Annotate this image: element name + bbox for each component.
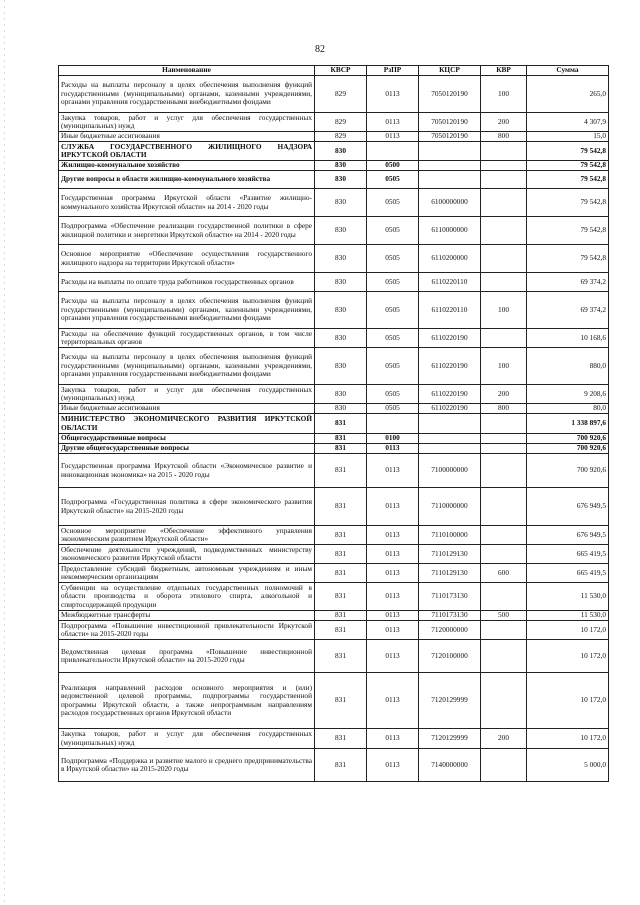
cell-kvr [481,189,527,217]
header-kcsr: КЦСР [419,66,481,76]
cell-rzpr: 0113 [367,444,419,454]
cell-name: Общегосударственные вопросы [59,434,315,444]
cell-name: Закупка товаров, работ и услуг для обеспечения государственных (муниципальных) нужд [59,113,315,132]
cell-name: Расходы на обеспечение функций государственных органов, в том числе территориальных органов [59,329,315,348]
cell-sum: 676 949,5 [527,526,609,545]
cell-kvsr: 831 [315,454,367,488]
cell-rzpr: 0505 [367,385,419,404]
cell-kvr [481,640,527,673]
cell-kvr [481,217,527,245]
cell-kvsr: 830 [315,189,367,217]
cell-name: Подпрограмма «Государственная политика в сфере экономического развития Иркутской области» на 2015-2020 годы [59,488,315,526]
cell-rzpr: 0113 [367,113,419,132]
cell-kvr: 200 [481,113,527,132]
cell-rzpr: 0113 [367,545,419,564]
cell-kcsr [419,171,481,189]
cell-name: СЛУЖБА ГОСУДАРСТВЕННОГО ЖИЛИЩНОГО НАДЗОРА ИРКУТСКОЙ ОБЛАСТИ [59,142,315,161]
cell-kcsr: 7100000000 [419,454,481,488]
cell-kcsr: 6110220110 [419,273,481,292]
table-row [59,245,609,273]
cell-kvr [481,161,527,171]
cell-name: Основное мероприятие «Обеспечение эффективного управления экономическим развитием Иркутской области» [59,526,315,545]
table-row [59,564,609,583]
cell-name: Реализация направлений расходов основного мероприятия и (или) ведомственной целевой программы, подпрограммы государственной программы Иркутской области, а также непрограммным направлениям расходов государственных органов Иркутской области [59,673,315,729]
cell-sum: 11 530,0 [527,583,609,611]
cell-kvsr: 831 [315,621,367,640]
cell-kvr [481,414,527,434]
cell-sum: 79 542,8 [527,245,609,273]
cell-name: Государственная программа Иркутской области «Развитие жилищно-коммунального хозяйства Иркутской области» на 2014 - 2020 годы [59,189,315,217]
cell-kvsr: 830 [315,142,367,161]
cell-kvsr: 830 [315,161,367,171]
table-row [59,434,609,444]
cell-sum: 10 172,0 [527,729,609,749]
cell-kvr: 100 [481,292,527,329]
table-row [59,217,609,245]
cell-kvr [481,583,527,611]
cell-rzpr: 0113 [367,729,419,749]
cell-rzpr: 0500 [367,161,419,171]
cell-kcsr: 7120100000 [419,640,481,673]
cell-kvsr: 830 [315,329,367,348]
cell-sum: 11 530,0 [527,611,609,621]
cell-kvsr: 831 [315,545,367,564]
cell-sum: 79 542,8 [527,142,609,161]
cell-kcsr [419,142,481,161]
table-row [59,640,609,673]
cell-kvsr: 830 [315,348,367,385]
cell-kcsr: 6110000000 [419,217,481,245]
header-name: Наименование [59,66,315,76]
cell-kcsr: 6110220190 [419,404,481,414]
cell-sum: 676 949,5 [527,488,609,526]
cell-kcsr: 7050120190 [419,76,481,113]
table-row [59,161,609,171]
cell-kvsr: 829 [315,132,367,142]
cell-kvsr: 830 [315,245,367,273]
cell-kcsr: 7050120190 [419,113,481,132]
cell-kcsr: 7110173130 [419,583,481,611]
table-row [59,292,609,329]
header-kvr: КВР [481,66,527,76]
header-kvsr: КВСР [315,66,367,76]
table-row [59,273,609,292]
cell-name: Межбюджетные трансферты [59,611,315,621]
table-row [59,729,609,749]
cell-kvr: 200 [481,729,527,749]
table-row [59,329,609,348]
cell-kvsr: 831 [315,729,367,749]
table-row [59,113,609,132]
cell-kvr [481,749,527,782]
cell-name: Подпрограмма «Обеспечение реализации государственной политики в сфере жилищной политики и энергетики Иркутской области» на 2014 - 2020 годы [59,217,315,245]
cell-kvsr: 830 [315,292,367,329]
cell-sum: 10 172,0 [527,673,609,729]
cell-name: Расходы на выплаты по оплате труда работников государственных органов [59,273,315,292]
cell-kvsr: 831 [315,526,367,545]
cell-kvr [481,673,527,729]
cell-sum: 10 172,0 [527,640,609,673]
table-header [59,66,609,76]
cell-sum: 1 338 897,6 [527,414,609,434]
cell-sum: 80,0 [527,404,609,414]
cell-sum: 700 920,6 [527,444,609,454]
cell-sum: 9 208,6 [527,385,609,404]
cell-kvsr: 829 [315,76,367,113]
cell-kcsr: 6110220190 [419,348,481,385]
table-row [59,385,609,404]
cell-rzpr: 0113 [367,640,419,673]
table-row [59,414,609,434]
cell-name: Обеспечение деятельности учреждений, подведомственных министерству экономического развития Иркутской области [59,545,315,564]
cell-name: Подпрограмма «Поддержка и развитие малого и среднего предпринимательства в Иркутской области» на 2015-2020 годы [59,749,315,782]
scan-noise [150,868,490,888]
cell-kvsr: 830 [315,385,367,404]
cell-sum: 79 542,8 [527,161,609,171]
cell-name: Расходы на выплаты персоналу в целях обеспечения выполнения функций государственными (муниципальными) органами, казенными учреждениями, органами управления государственными внебюджетными фондами [59,76,315,113]
page-number: 82 [315,44,325,55]
table-row [59,132,609,142]
cell-kvsr: 831 [315,414,367,434]
cell-name: Расходы на выплаты персоналу в целях обеспечения выполнения функций государственными (муниципальными) органами, казенными учреждениями, органами управления государственными внебюджетными фондами [59,348,315,385]
cell-sum: 79 542,8 [527,189,609,217]
table-row [59,749,609,782]
cell-rzpr: 0113 [367,673,419,729]
table-row [59,621,609,640]
cell-kcsr: 6100000000 [419,189,481,217]
cell-sum: 880,0 [527,348,609,385]
cell-name: Иные бюджетные ассигнования [59,132,315,142]
cell-kvr [481,545,527,564]
cell-kcsr [419,444,481,454]
cell-name: Расходы на выплаты персоналу в целях обеспечения выполнения функций государственными (муниципальными) органами, казенными учреждениями, органами управления государственными внебюджетными фондами [59,292,315,329]
cell-rzpr: 0505 [367,189,419,217]
cell-rzpr: 0505 [367,404,419,414]
table-row [59,142,609,161]
cell-name: Другие общегосударственные вопросы [59,444,315,454]
table-body [59,76,609,782]
cell-rzpr: 0113 [367,583,419,611]
cell-kvr [481,245,527,273]
cell-sum: 69 374,2 [527,273,609,292]
cell-rzpr: 0505 [367,171,419,189]
cell-sum: 4 307,9 [527,113,609,132]
cell-kvsr: 830 [315,404,367,414]
cell-sum: 79 542,8 [527,217,609,245]
cell-sum: 10 168,6 [527,329,609,348]
cell-kvr [481,454,527,488]
cell-kcsr: 7110000000 [419,488,481,526]
cell-kvr [481,434,527,444]
table-row [59,404,609,414]
cell-kvr: 100 [481,348,527,385]
cell-kvsr: 831 [315,444,367,454]
cell-sum: 15,0 [527,132,609,142]
cell-kcsr: 6110220110 [419,292,481,329]
table-row [59,526,609,545]
table-row [59,189,609,217]
header-sum: Сумма [527,66,609,76]
cell-sum: 10 172,0 [527,621,609,640]
cell-rzpr: 0113 [367,749,419,782]
cell-kvsr: 830 [315,217,367,245]
cell-kcsr: 7120129999 [419,673,481,729]
cell-kvr [481,142,527,161]
cell-kcsr [419,414,481,434]
cell-kvr [481,329,527,348]
cell-rzpr [367,414,419,434]
cell-kvsr: 830 [315,171,367,189]
header-row [59,66,609,76]
cell-rzpr: 0505 [367,292,419,329]
cell-kcsr: 7140000000 [419,749,481,782]
table-row [59,76,609,113]
cell-kvr [481,444,527,454]
cell-kvsr: 831 [315,564,367,583]
cell-rzpr: 0113 [367,132,419,142]
cell-sum: 665 419,5 [527,545,609,564]
cell-name: Закупка товаров, работ и услуг для обеспечения государственных (муниципальных) нужд [59,385,315,404]
cell-name: Жилищно-коммунальное хозяйство [59,161,315,171]
cell-kvsr: 829 [315,113,367,132]
cell-sum: 69 374,2 [527,292,609,329]
cell-sum: 265,0 [527,76,609,113]
table-row [59,348,609,385]
header-rzpr: РзПР [367,66,419,76]
cell-rzpr: 0505 [367,245,419,273]
table-row [59,488,609,526]
cell-kcsr: 6110220190 [419,329,481,348]
cell-kvr: 100 [481,76,527,113]
cell-rzpr: 0113 [367,488,419,526]
cell-name: МИНИСТЕРСТВО ЭКОНОМИЧЕСКОГО РАЗВИТИЯ ИРКУТСКОЙ ОБЛАСТИ [59,414,315,434]
cell-sum: 700 920,6 [527,434,609,444]
table-row [59,444,609,454]
cell-kcsr: 7120000000 [419,621,481,640]
cell-kcsr: 7110129130 [419,545,481,564]
table-row [59,583,609,611]
cell-kvr [481,273,527,292]
cell-rzpr: 0505 [367,329,419,348]
cell-kvr [481,621,527,640]
cell-kvsr: 831 [315,611,367,621]
cell-kcsr [419,161,481,171]
cell-name: Предоставление субсидий бюджетным, автономным учреждениям и иным некоммерческим организациям [59,564,315,583]
cell-rzpr: 0505 [367,217,419,245]
cell-rzpr: 0505 [367,348,419,385]
cell-name: Другие вопросы в области жилищно-коммунального хозяйства [59,171,315,189]
cell-kcsr [419,434,481,444]
cell-name: Основное мероприятие «Обеспечение осуществления государственного жилищного надзора на территории Иркутской области» [59,245,315,273]
cell-kvr: 600 [481,564,527,583]
cell-rzpr: 0113 [367,564,419,583]
cell-kvr [481,488,527,526]
cell-name: Государственная программа Иркутской области «Экономическое развитие и инновационная экономика» на 2015 - 2020 годы [59,454,315,488]
cell-kvsr: 831 [315,434,367,444]
cell-name: Закупка товаров, работ и услуг для обеспечения государственных (муниципальных) нужд [59,729,315,749]
cell-kvsr: 831 [315,488,367,526]
cell-kvsr: 831 [315,640,367,673]
cell-kvsr: 831 [315,583,367,611]
cell-kvr [481,526,527,545]
table-row [59,545,609,564]
cell-kvr: 800 [481,404,527,414]
cell-kvsr: 831 [315,749,367,782]
cell-rzpr: 0100 [367,434,419,444]
table-row [59,673,609,729]
cell-kcsr: 6110200000 [419,245,481,273]
cell-kvr: 500 [481,611,527,621]
cell-kcsr: 7110173130 [419,611,481,621]
cell-rzpr: 0505 [367,273,419,292]
cell-kcsr: 6110220190 [419,385,481,404]
cell-rzpr: 0113 [367,454,419,488]
cell-sum: 79 542,8 [527,171,609,189]
cell-kvr [481,171,527,189]
cell-kvsr: 830 [315,273,367,292]
cell-rzpr [367,142,419,161]
cell-sum: 5 000,0 [527,749,609,782]
scan-margin-artifact [4,0,5,905]
cell-kcsr: 7120129999 [419,729,481,749]
table-row [59,611,609,621]
cell-name: Субвенции на осуществление отдельных государственных полномочий в области производства и оборота этилового спирта, алкогольной и спиртосодержащей продукции [59,583,315,611]
cell-kvsr: 831 [315,673,367,729]
table-row [59,454,609,488]
cell-rzpr: 0113 [367,526,419,545]
cell-kcsr: 7050120190 [419,132,481,142]
cell-kvr: 800 [481,132,527,142]
cell-sum: 665 419,5 [527,564,609,583]
budget-table [58,65,609,782]
cell-name: Ведомственная целевая программа «Повышение инвестиционной привлекательности Иркутской области» на 2015-2020 годы [59,640,315,673]
cell-kvr: 200 [481,385,527,404]
cell-rzpr: 0113 [367,611,419,621]
cell-rzpr: 0113 [367,621,419,640]
cell-sum: 700 920,6 [527,454,609,488]
cell-rzpr: 0113 [367,76,419,113]
cell-kcsr: 7110100000 [419,526,481,545]
cell-name: Подпрограмма «Повышение инвестиционной привлекательности Иркутской области» на 2015-2020 годы [59,621,315,640]
table-row [59,171,609,189]
cell-kcsr: 7110129130 [419,564,481,583]
cell-name: Иные бюджетные ассигнования [59,404,315,414]
